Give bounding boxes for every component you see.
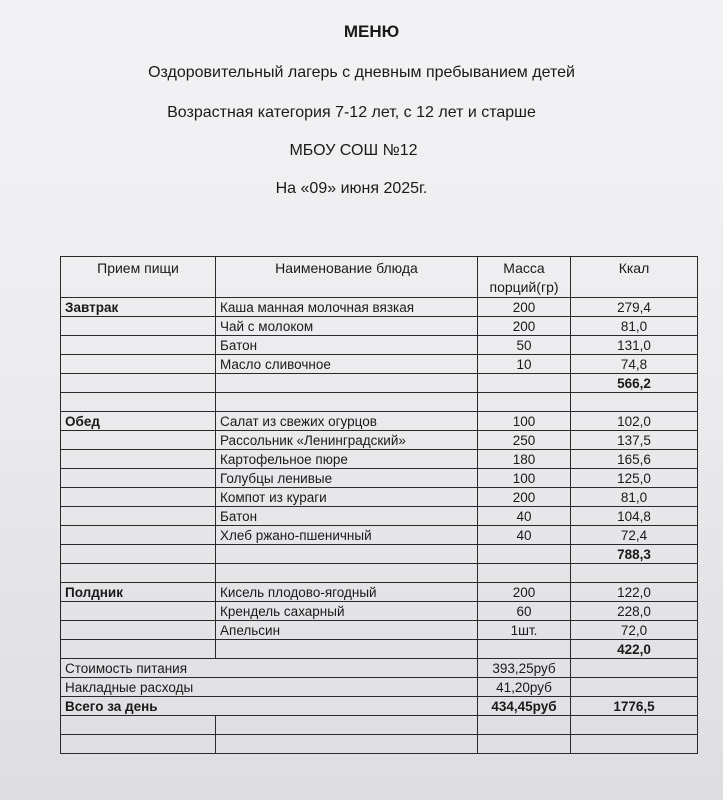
cost-label: Стоимость питания <box>61 659 478 678</box>
dish-name: Чай с молоком <box>216 317 478 336</box>
overhead-label: Накладные расходы <box>61 678 478 697</box>
menu-table <box>60 256 698 754</box>
dish-name: Каша манная молочная вязкая <box>216 298 478 317</box>
dish-name: Голубцы ленивые <box>216 469 478 488</box>
dish-mass: 60 <box>478 602 571 621</box>
dish-mass: 1шт. <box>478 621 571 640</box>
dish-name: Рассольник «Ленинградский» <box>216 431 478 450</box>
dish-mass: 40 <box>478 526 571 545</box>
school-name: МБОУ СОШ №12 <box>289 142 418 159</box>
dish-name: Картофельное пюре <box>216 450 478 469</box>
breakfast-total-kcal: 566,2 <box>571 374 698 393</box>
dish-kcal: 279,4 <box>571 298 698 317</box>
table-row <box>61 317 698 336</box>
header-mass: Масса порций(гр) <box>478 257 571 298</box>
dish-name: Салат из свежих огурцов <box>216 412 478 431</box>
dish-kcal: 104,8 <box>571 507 698 526</box>
cost-value: 393,25руб <box>478 659 571 678</box>
dish-kcal: 72,0 <box>571 621 698 640</box>
dish-kcal: 122,0 <box>571 583 698 602</box>
table-row <box>61 298 698 317</box>
table-row <box>61 431 698 450</box>
dish-kcal: 137,5 <box>571 431 698 450</box>
dish-mass: 180 <box>478 450 571 469</box>
dish-kcal: 74,8 <box>571 355 698 374</box>
table-row <box>61 412 698 431</box>
breakfast-total-row <box>61 374 698 393</box>
camp-name: Оздоровительный лагерь с дневным пребыванием детей <box>148 64 575 81</box>
spacer-row <box>61 564 698 583</box>
table-row <box>61 507 698 526</box>
dish-kcal: 125,0 <box>571 469 698 488</box>
lunch-total-row <box>61 545 698 564</box>
spacer-row <box>61 393 698 412</box>
dish-kcal: 102,0 <box>571 412 698 431</box>
dish-name: Компот из кураги <box>216 488 478 507</box>
summary-cost-row <box>61 659 698 678</box>
dish-name: Апельсин <box>216 621 478 640</box>
dish-kcal: 131,0 <box>571 336 698 355</box>
day-total-cost: 434,45руб <box>478 697 571 716</box>
dish-kcal: 165,6 <box>571 450 698 469</box>
dish-name: Батон <box>216 336 478 355</box>
dish-mass: 200 <box>478 298 571 317</box>
summary-overhead-row <box>61 678 698 697</box>
table-row <box>61 602 698 621</box>
dish-mass: 40 <box>478 507 571 526</box>
table-row <box>61 469 698 488</box>
dish-kcal: 81,0 <box>571 488 698 507</box>
dish-mass: 100 <box>478 469 571 488</box>
dish-mass: 50 <box>478 336 571 355</box>
dish-name: Кисель плодово-ягодный <box>216 583 478 602</box>
lunch-total-kcal: 788,3 <box>571 545 698 564</box>
dish-mass: 200 <box>478 488 571 507</box>
table-row <box>61 336 698 355</box>
spacer-row <box>61 716 698 735</box>
age-category: Возрастная категория 7-12 лет, с 12 лет и старше <box>167 104 536 121</box>
menu-date: На «09» июня 2025г. <box>275 180 428 197</box>
meal-snack-label: Полдник <box>61 583 216 602</box>
header-kcal: Ккал <box>571 257 698 298</box>
day-total-kcal: 1776,5 <box>571 697 698 716</box>
table-row <box>61 621 698 640</box>
dish-name: Хлеб ржано-пшеничный <box>216 526 478 545</box>
spacer-row <box>61 735 698 754</box>
dish-mass: 200 <box>478 583 571 602</box>
dish-kcal: 72,4 <box>571 526 698 545</box>
dish-mass: 10 <box>478 355 571 374</box>
table-row <box>61 450 698 469</box>
table-row <box>61 488 698 507</box>
dish-mass: 100 <box>478 412 571 431</box>
dish-mass: 200 <box>478 317 571 336</box>
dish-name: Батон <box>216 507 478 526</box>
summary-day-row <box>61 697 698 716</box>
overhead-value: 41,20руб <box>478 678 571 697</box>
meal-lunch-label: Обед <box>61 412 216 431</box>
dish-kcal: 81,0 <box>571 317 698 336</box>
snack-total-kcal: 422,0 <box>571 640 698 659</box>
header-meal: Прием пищи <box>61 257 216 298</box>
page-title: МЕНЮ <box>343 22 400 41</box>
dish-mass: 250 <box>478 431 571 450</box>
table-header-row <box>61 257 698 298</box>
day-total-label: Всего за день <box>61 697 478 716</box>
dish-name: Крендель сахарный <box>216 602 478 621</box>
table-row <box>61 583 698 602</box>
snack-total-row <box>61 640 698 659</box>
meal-breakfast-label: Завтрак <box>61 298 216 317</box>
dish-name: Масло сливочное <box>216 355 478 374</box>
table-row <box>61 355 698 374</box>
dish-kcal: 228,0 <box>571 602 698 621</box>
table-row <box>61 526 698 545</box>
header-dish: Наименование блюда <box>216 257 478 298</box>
